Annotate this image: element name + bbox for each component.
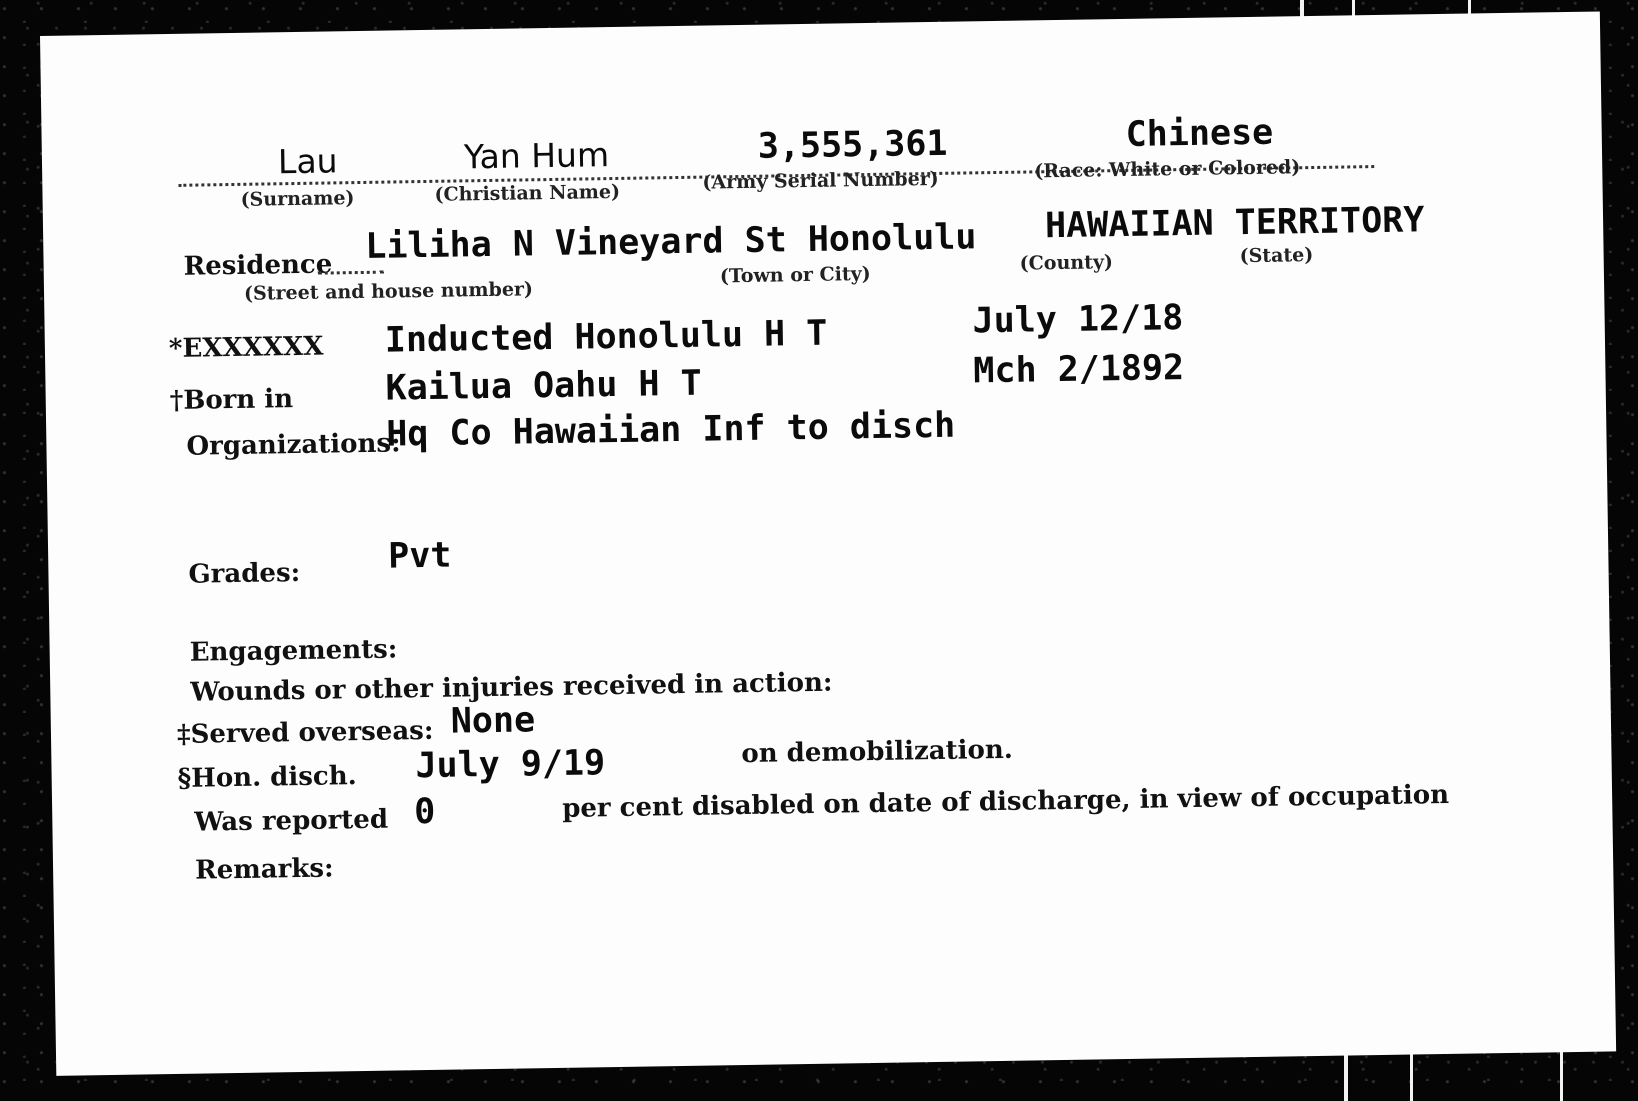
disability-label: Was reported <box>194 804 389 838</box>
grades-value: Pvt <box>387 535 452 577</box>
christian-name-caption: (Christian Name) <box>434 180 621 206</box>
discharge-suffix: on demobilization. <box>741 734 1014 770</box>
residence-street-city: Liliha N Vineyard St Honolulu <box>365 217 977 267</box>
born-date: Mch 2/1892 <box>973 348 1185 392</box>
surname-caption: (Surname) <box>240 187 355 211</box>
organizations-value: Hq Co Hawaiian Inf to disch <box>385 405 956 455</box>
born-value: Kailua Oahu H T <box>385 363 702 409</box>
overseas-label: ‡Served overseas: <box>176 715 434 750</box>
grades-label: Grades: <box>188 557 301 590</box>
residence-dotted-rule <box>318 271 384 275</box>
state-caption: (State) <box>1239 244 1314 268</box>
discharge-label: §Hon. disch. <box>177 761 357 794</box>
serial-number-caption: (Army Serial Number) <box>702 167 939 194</box>
enlistment-date: July 12/18 <box>972 298 1184 342</box>
enlistment-value: Inducted Honolulu H T <box>384 313 828 361</box>
residence-label: Residence <box>183 249 333 282</box>
serial-number-value: 3,555,361 <box>757 123 948 167</box>
surname-value: Lau <box>277 141 338 182</box>
organizations-label: Organizations: <box>186 428 401 462</box>
town-caption: (Town or City) <box>719 262 871 288</box>
county-caption: (County) <box>1019 251 1114 275</box>
remarks-label: Remarks: <box>194 853 334 886</box>
overseas-value: None <box>450 700 536 742</box>
born-label: †Born in <box>169 384 294 417</box>
service-record-card <box>40 11 1616 1075</box>
engagements-label: Engagements: <box>189 634 398 668</box>
residence-state: HAWAIIAN TERRITORY <box>1044 200 1425 247</box>
wounds-label: Wounds or other injuries received in action: <box>190 667 833 708</box>
scan-edge-line <box>1560 1046 1563 1101</box>
street-caption: (Street and house number) <box>243 278 534 305</box>
christian-name-value: Yan Hum <box>463 135 610 177</box>
discharge-date: July 9/19 <box>415 743 606 787</box>
disability-percent: 0 <box>413 791 436 833</box>
enlistment-label: *EXXXXXX <box>168 331 324 365</box>
race-caption: (Race: White or Colored) <box>1034 156 1301 183</box>
disability-suffix: per cent disabled on date of discharge, in view of occupation <box>561 779 1450 824</box>
race-value: Chinese <box>1125 112 1274 155</box>
